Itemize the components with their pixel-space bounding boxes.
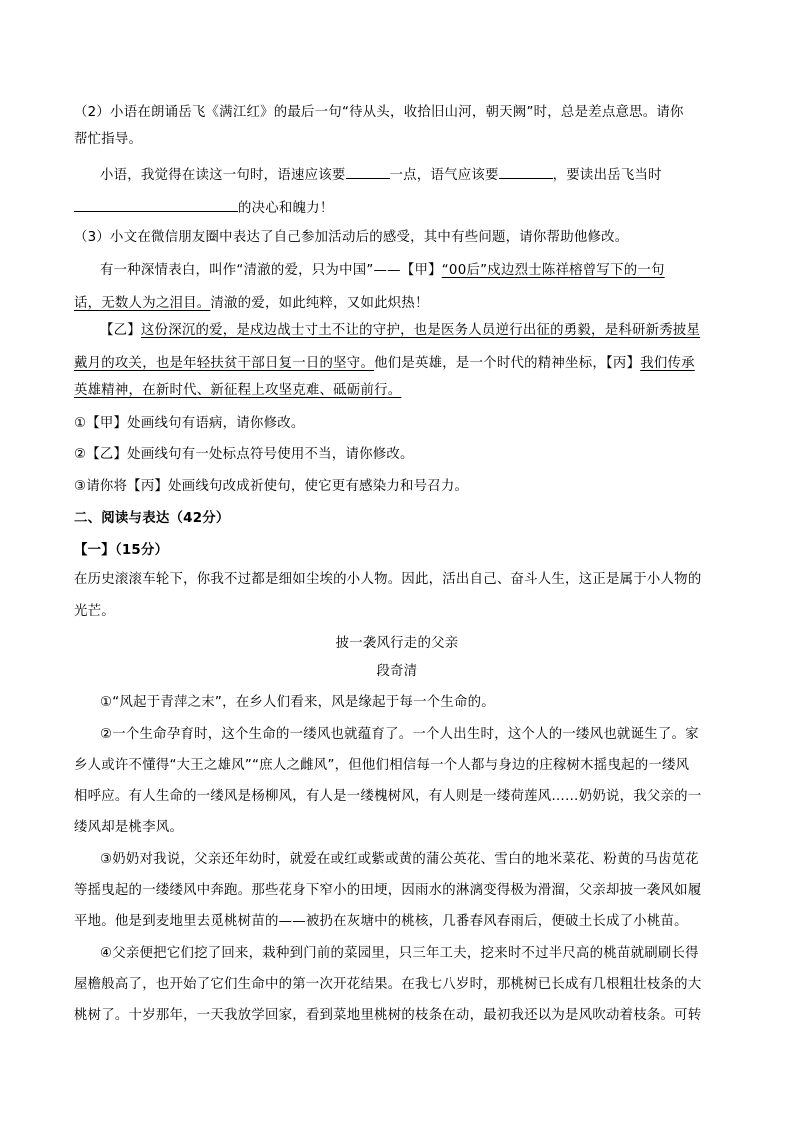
q2-line-2: 帮忙指导。: [74, 132, 143, 147]
q3-p4-underlined: 英雄精神，在新时代、新征程上攻坚克难、砥砺前行。: [74, 383, 402, 398]
q3-p1-text-d: 清澈的爱，如此纯粹，又如此炽热！: [210, 296, 429, 311]
q2-answer-text-c: ，要读出岳飞当时: [552, 168, 662, 183]
q3-para-1-line-1: [100, 261, 665, 281]
q3-para-2-line-1: [100, 321, 700, 341]
q3-p3-underlined-c: 我们传承: [640, 356, 695, 371]
q3-p1-underlined-b: 话，无数人为之泪目。: [74, 296, 211, 311]
subsection-heading: 【一】（15分）: [74, 543, 169, 558]
article-para-2-line-3: 相呼应。有人生命的一缕风是杨柳风，有人是一缕槐树风，有人则是一缕荷莲风……奶奶说，我父亲的一: [74, 789, 702, 804]
q2-answer-line-1: [100, 164, 662, 186]
article-para-4-line-2: 屋檐般高了，也开始了它们生命中的第一次开花结果。在我七八岁时，那桃树已长成有几根粗壮枝条的大: [74, 977, 702, 992]
article-para-4-line-3: 桃树了。十岁那年，一天我放学回家，看到菜地里桃树的枝条在动，最初我还以为是风吹动着枝条。可转: [74, 1008, 702, 1023]
q2-answer-line-2: [74, 197, 333, 219]
article-para-4-line-1: ④父亲便把它们挖了回来，栽种到门前的菜园里，只三年工夫，挖来时不过半尺高的桃苗就刷刷长得: [100, 946, 699, 961]
article-para-2-line-2: 乡人或许不懂得“大王之雄风”“庶人之雌风”，但他们相信每一个人都与身边的庄稼树木摇曳起的一缕风: [74, 758, 690, 773]
section-heading: 二、阅读与表达（42分）: [74, 511, 230, 526]
q3-item-3: ③请你将【丙】处画线句改成祈使句，使它更有感染力和号召力。: [74, 479, 469, 494]
q3-para-2-line-3: [74, 381, 401, 401]
section-intro-line-1: 在历史滚滚车轮下，你我不过都是细如尘埃的小人物。因此，活出自己、奋斗人生，这正是属于小人物的: [74, 572, 702, 587]
blank-speed[interactable]: [346, 164, 390, 179]
article-para-2-line-1: ②一个生命孕育时，这个生命的一缕风也就蕴育了。一个人出生时，这个人的一缕风也就诞生了。家: [100, 727, 699, 742]
q2-answer-text-b: 一点，语气应该要: [389, 168, 499, 183]
article-para-2-line-4: 缕风却是桃李风。: [74, 820, 184, 835]
q3-intro: （3）小文在微信朋友圈中表达了自己参加活动后的感受，其中有些问题，请你帮助他修改。: [74, 230, 629, 245]
q2-line-1: （2）小语在朗诵岳飞《满江红》的最后一句“待从头，收拾旧山河，朝天阙”时，总是差点意思。请你: [74, 105, 684, 120]
article-para-3-line-3: 平地。他是到麦地里去觅桃树苗的——被扔在灰塘中的桃核，几番春风春雨后，便破土长成了小桃苗。: [74, 914, 688, 929]
q3-p3-text-b: 他们是英雄，是一个时代的精神坐标，【丙】: [374, 356, 641, 371]
q3-para-2-line-2: [74, 354, 695, 374]
article-para-3-line-2: 等摇曳起的一缕缕风中奔跑。那些花身下窄小的田埂，因雨水的淋漓变得极为滑溜，父亲却披一袭风如履: [74, 883, 702, 898]
q3-p1-underlined-a: “00后”戍边烈士陈祥榕曾写下的一句: [441, 263, 665, 278]
blank-resolve[interactable]: [74, 197, 238, 212]
article-para-1: ①“风起于青萍之末”，在乡人们看来，风是缘起于每一个生命的。: [100, 695, 495, 710]
q3-item-2: ②【乙】处画线句有一处标点符号使用不当，请你修改。: [74, 447, 414, 462]
q2-answer-text-a: 小语，我觉得在读这一句时，语速应该要: [100, 168, 346, 183]
section-intro-line-2: 光芒。: [74, 604, 115, 619]
q3-item-1: ①【甲】处画线句有语病，请你修改。: [74, 416, 305, 431]
q3-p2-underlined: 这份深沉的爱，是戍边战士寸土不让的守护，也是医务人员逆行出征的勇毅，是科研新秀披星: [140, 323, 701, 338]
article-author: 段奇清: [376, 664, 418, 679]
q3-p3-underlined-a: 戴月的攻关，也是年轻扶贫干部日复一日的坚守。: [74, 356, 375, 371]
q3-para-1-line-2: [74, 294, 429, 314]
q3-p1-text-a: 有一种深情表白，叫作“清澈的爱，只为中国”——【甲】: [100, 263, 442, 278]
blank-tone[interactable]: [499, 164, 553, 179]
article-para-3-line-1: ③奶奶对我说，父亲还年幼时，就爱在或红或紫或黄的蒲公英花、雪白的地米菜花、粉黄的马齿苋花: [100, 852, 699, 867]
article-title: 披一袭风行走的父亲: [335, 636, 459, 651]
q2-answer-text-d: 的决心和魄力！: [238, 201, 334, 216]
q3-p2-text-a: 【乙】: [100, 323, 141, 338]
